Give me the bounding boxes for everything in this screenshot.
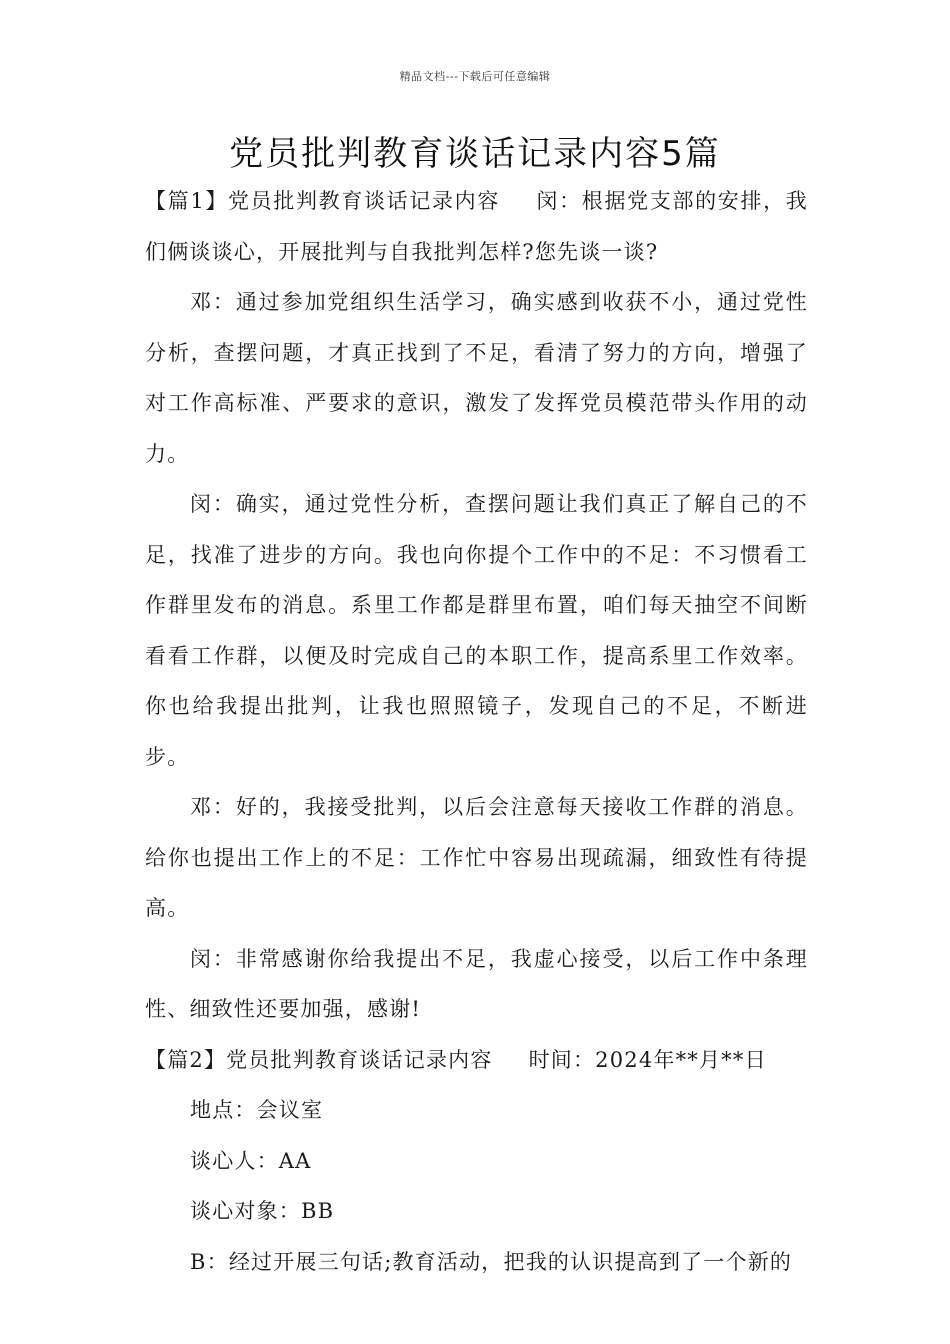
- paragraph-7: 地点：会议室: [190, 1098, 324, 1122]
- paragraph-10: B：经过开展三句话;教育活动，把我的认识提高到了一个新的: [190, 1249, 793, 1274]
- paragraph-6: [145, 1035, 808, 1086]
- document-title: 党员批判教育谈话记录内容5篇: [229, 134, 721, 174]
- document-body: [145, 176, 808, 1287]
- paragraph-2: 邓：通过参加党组织生活学习，确实感到收获不小，通过党性分析，查摆问题，才真正找到了不足，看清了努力的方向，增强了对工作高标准、严要求的意识，激发了发挥党员模范带头作用的动力。: [145, 290, 808, 466]
- paragraph-text: 时间：2024年**月**日: [528, 1047, 767, 1072]
- section-heading-2: 【篇2】党员批判教育谈话记录内容: [145, 1047, 493, 1072]
- section-heading-1: 【篇1】党员批判教育谈话记录内容: [145, 189, 501, 213]
- page-header-note: 精品文档---下载后可任意编辑: [399, 70, 551, 83]
- paragraph-5: 闵：非常感谢你给我提出不足，我虚心接受，以后工作中条理性、细致性还要加强，感谢!: [145, 946, 808, 1021]
- paragraph-1: [145, 176, 808, 277]
- paragraph-8: 谈心人：AA: [190, 1148, 312, 1173]
- paragraph-4: 邓：好的，我接受批判，以后会注意每天接收工作群的消息。给你也提出工作上的不足：工作忙中容易出现疏漏，细致性有待提高。: [145, 795, 808, 920]
- paragraph-9: 谈心对象：BB: [190, 1199, 335, 1223]
- paragraph-text: 闵：根据党支部的安排，我们俩谈谈心，开展批判与自我批判怎样?您先谈一谈?: [145, 189, 808, 264]
- paragraph-3: 闵：确实，通过党性分析，查摆问题让我们真正了解自己的不足，找准了进步的方向。我也向你提个工作中的不足：不习惯看工作群里发布的消息。系里工作都是群里布置，咱们每天抽空不间断看看工作群，以便及时完成自己的本职工作，提高系里工作效率。你也给我提出批判，让我也照照镜子，发现自己的不足，不断进步。: [145, 492, 808, 769]
